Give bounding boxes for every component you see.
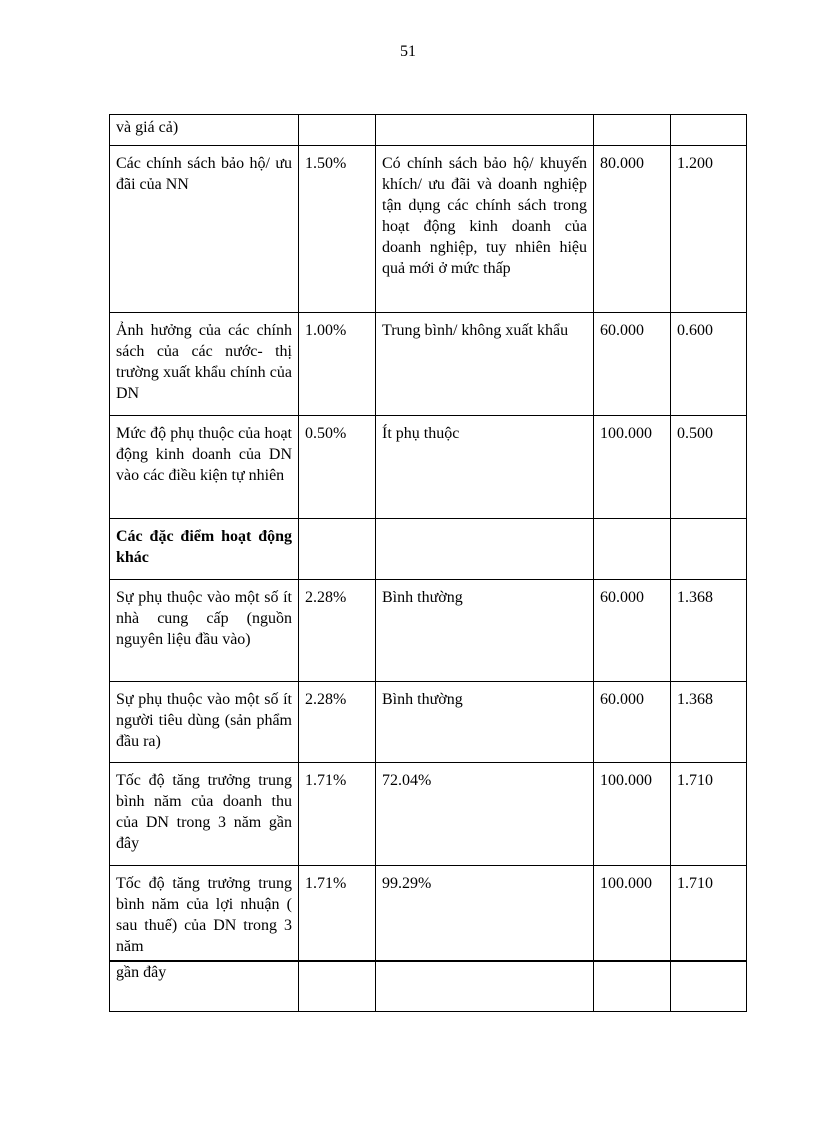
criterion-cell: Sự phụ thuộc vào một số ít nhà cung cấp (nguồn nguyên liệu đầu vào)	[110, 580, 299, 682]
score-cell	[594, 115, 671, 146]
table-row	[110, 115, 747, 146]
criterion-cell: Tốc độ tăng trưởng trung bình năm của lợi nhuận ( sau thuế) của DN trong 3 năm	[110, 866, 299, 961]
result-cell: 1.710	[671, 866, 747, 961]
result-cell: 1.368	[671, 682, 747, 763]
criterion-cell: Mức độ phụ thuộc của hoạt động kinh doanh của DN vào các điều kiện tự nhiên	[110, 416, 299, 519]
description-cell	[376, 519, 594, 580]
result-cell	[671, 961, 747, 1012]
section-header-cell: Các đặc điểm hoạt động khác	[110, 519, 299, 580]
weight-cell: 1.71%	[299, 866, 376, 961]
description-cell: Bình thường	[376, 580, 594, 682]
weight-cell: 0.50%	[299, 416, 376, 519]
table-row	[110, 416, 747, 519]
description-cell: Ít phụ thuộc	[376, 416, 594, 519]
criterion-cell: Tốc độ tăng trưởng trung bình năm của doanh thu của DN trong 3 năm gần đây	[110, 763, 299, 866]
section-header-row	[110, 519, 747, 580]
description-cell: Bình thường	[376, 682, 594, 763]
weight-cell: 2.28%	[299, 682, 376, 763]
criterion-cell: Ảnh hưởng của các chính sách của các nước- thị trường xuất khẩu chính của DN	[110, 313, 299, 416]
criterion-cell: Sự phụ thuộc vào một số ít người tiêu dùng (sản phẩm đầu ra)	[110, 682, 299, 763]
description-cell: Trung bình/ không xuất khẩu	[376, 313, 594, 416]
score-cell: 80.000	[594, 146, 671, 313]
table-row	[110, 580, 747, 682]
weight-cell	[299, 115, 376, 146]
weight-cell: 1.71%	[299, 763, 376, 866]
weight-cell	[299, 961, 376, 1012]
description-cell	[376, 961, 594, 1012]
result-cell: 1.200	[671, 146, 747, 313]
description-cell: 99.29%	[376, 866, 594, 961]
result-cell: 1.368	[671, 580, 747, 682]
table-row	[110, 866, 747, 961]
result-cell: 0.600	[671, 313, 747, 416]
score-cell: 100.000	[594, 416, 671, 519]
table-row	[110, 313, 747, 416]
page-number: 51	[400, 43, 416, 60]
score-cell	[594, 519, 671, 580]
description-cell: Có chính sách bảo hộ/ khuyến khích/ ưu đãi và doanh nghiệp tận dụng các chính sách trong hoạt động kinh doanh của doanh nghiệp, tuy nhiên hiệu quả mới ở mức thấp	[376, 146, 594, 313]
score-cell: 60.000	[594, 313, 671, 416]
weight-cell: 1.00%	[299, 313, 376, 416]
table-row	[110, 146, 747, 313]
weight-cell: 2.28%	[299, 580, 376, 682]
result-cell: 0.500	[671, 416, 747, 519]
weight-cell	[299, 519, 376, 580]
description-cell	[376, 115, 594, 146]
result-cell	[671, 115, 747, 146]
description-cell: 72.04%	[376, 763, 594, 866]
score-cell: 60.000	[594, 580, 671, 682]
table-row	[110, 961, 747, 1012]
table-row	[110, 763, 747, 866]
criterion-cell: gần đây	[110, 961, 299, 1012]
table-row	[110, 682, 747, 763]
result-cell: 1.710	[671, 763, 747, 866]
score-cell: 100.000	[594, 763, 671, 866]
score-cell	[594, 961, 671, 1012]
evaluation-table	[109, 114, 747, 1012]
score-cell: 100.000	[594, 866, 671, 961]
weight-cell: 1.50%	[299, 146, 376, 313]
result-cell	[671, 519, 747, 580]
criterion-cell: Các chính sách bảo hộ/ ưu đãi của NN	[110, 146, 299, 313]
score-cell: 60.000	[594, 682, 671, 763]
criterion-cell: và giá cả)	[110, 115, 299, 146]
